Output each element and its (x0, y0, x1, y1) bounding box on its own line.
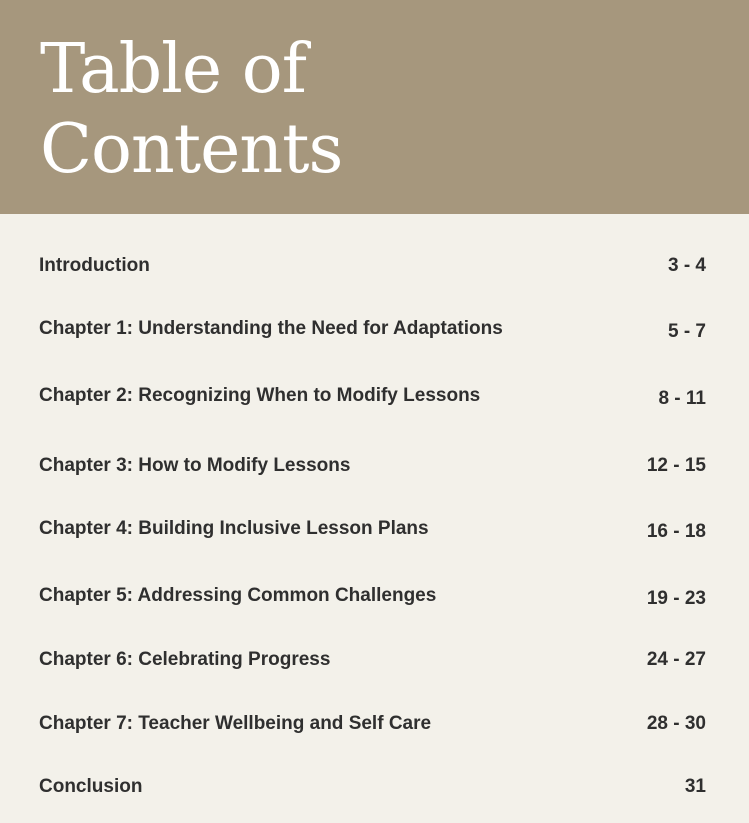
toc-entry-chapter-5[interactable] (39, 585, 706, 607)
toc-entry-label: Conclusion (39, 776, 143, 797)
toc-entry-conclusion[interactable] (39, 776, 706, 798)
title-banner (0, 0, 749, 214)
page-title-line-2: Contents (40, 110, 343, 189)
toc-entry-label: Chapter 3: How to Modify Lessons (39, 455, 351, 476)
toc-entry-chapter-2[interactable] (39, 385, 706, 407)
toc-entry-chapter-6[interactable] (39, 649, 706, 671)
toc-entry-pages: 8 - 11 (658, 388, 706, 409)
page-title (40, 30, 342, 190)
toc-entry-label: Chapter 4: Building Inclusive Lesson Plans (39, 518, 429, 539)
toc-entry-pages: 31 (684, 776, 706, 797)
toc-entry-label: Introduction (39, 255, 150, 276)
toc-entry-chapter-3[interactable] (39, 455, 706, 477)
toc-entry-introduction[interactable] (39, 255, 706, 277)
toc-entry-label: Chapter 7: Teacher Wellbeing and Self Care (39, 713, 432, 734)
page-title-line-1: Table of (40, 30, 306, 109)
toc-entry-pages: 3 - 4 (667, 255, 706, 276)
toc-entry-chapter-4[interactable] (39, 518, 706, 540)
toc-entry-pages: 28 - 30 (646, 713, 706, 734)
toc-entry-pages: 16 - 18 (646, 521, 706, 542)
toc-entry-label: Chapter 2: Recognizing When to Modify Lessons (39, 385, 481, 406)
toc-entry-pages: 12 - 15 (646, 455, 706, 476)
toc-entry-pages: 5 - 7 (667, 321, 706, 342)
toc-entry-chapter-1[interactable] (39, 318, 706, 340)
toc-entry-pages: 19 - 23 (646, 588, 706, 609)
toc-entry-label: Chapter 1: Understanding the Need for Adaptations (39, 318, 503, 339)
toc-entry-label: Chapter 6: Celebrating Progress (39, 649, 331, 670)
toc-entry-label: Chapter 5: Addressing Common Challenges (39, 585, 437, 606)
toc-entry-chapter-7[interactable] (39, 713, 706, 735)
toc-entry-pages: 24 - 27 (646, 649, 706, 670)
